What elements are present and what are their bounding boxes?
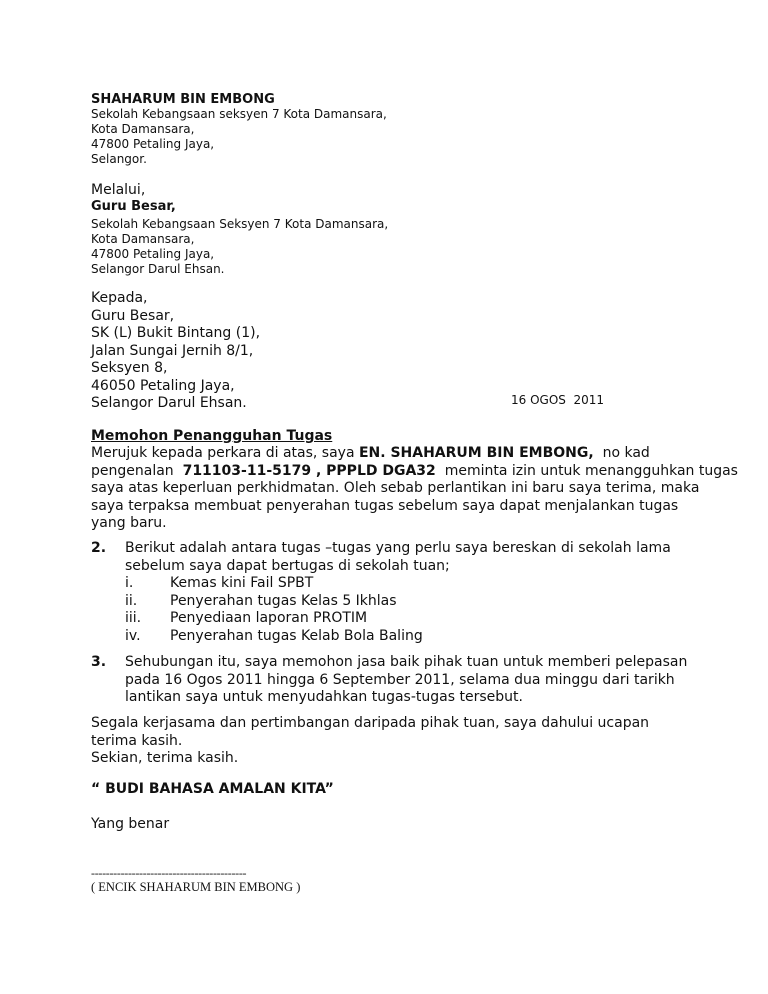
intro-paragraph	[91, 445, 738, 533]
intro-text: no kad	[593, 445, 650, 461]
list-item	[91, 628, 711, 646]
via-address-line: 47800 Petaling Jaya,	[91, 247, 215, 261]
recipient-block	[91, 290, 260, 413]
via-address-line: Selangor Darul Ehsan.	[91, 262, 225, 276]
intro-name: EN. SHAHARUM BIN EMBONG,	[358, 445, 594, 461]
paragraph-number: 2.	[91, 540, 107, 556]
intro-line: yang baru.	[91, 515, 167, 531]
closing-line: terima kasih.	[91, 732, 183, 749]
recipient-label: Kepada,	[91, 290, 148, 306]
sender-block	[91, 92, 387, 167]
motto: “ BUDI BAHASA AMALAN KITA”	[91, 781, 334, 797]
via-address-line: Kota Damansara,	[91, 232, 195, 246]
recipient-line: Jalan Sungai Jernih 8/1,	[91, 342, 254, 359]
signature-line: ------------------------------------------	[91, 866, 247, 880]
paragraph-line: pada 16 Ogos 2011 hingga 6 September 2011, selama dua minggu dari tarikh	[125, 671, 675, 688]
sender-address-line: 47800 Petaling Jaya,	[91, 137, 215, 151]
via-address-line: Sekolah Kebangsaan Seksyen 7 Kota Damansara,	[91, 217, 389, 231]
closing-line: Sekian, terima kasih.	[91, 750, 239, 766]
subject-heading: Memohon Penangguhan Tugas	[91, 428, 333, 444]
signoff: Yang benar	[91, 816, 170, 832]
paragraph-3	[91, 654, 711, 707]
closing-paragraph	[91, 715, 649, 768]
via-title: Guru Besar,	[91, 199, 176, 214]
list-item	[91, 575, 711, 593]
list-item-text: Penyediaan laporan PROTIM	[170, 610, 368, 626]
paragraph-line: Sehubungan itu, saya memohon jasa baik pihak tuan untuk memberi pelepasan	[125, 654, 688, 670]
via-block	[91, 182, 388, 277]
recipient-line: Guru Besar,	[91, 307, 175, 324]
list-item-number: iii.	[125, 610, 142, 626]
list-item-number: ii.	[125, 592, 138, 609]
list-item-text: Penyerahan tugas Kelab Bola Baling	[170, 627, 423, 644]
letter-date: 16 OGOS 2011	[511, 393, 605, 407]
paragraph-line: sebelum saya dapat bertugas di sekolah tuan;	[125, 557, 450, 574]
sender-address-line: Kota Damansara,	[91, 122, 195, 136]
paragraph-2	[91, 540, 711, 645]
paragraph-number: 3.	[91, 654, 107, 670]
sender-address-line: Selangor.	[91, 152, 147, 166]
list-item-number: iv.	[125, 627, 141, 644]
list-item-text: Kemas kini Fail SPBT	[170, 575, 314, 591]
via-label: Melalui,	[91, 182, 146, 198]
list-item	[91, 593, 711, 611]
recipient-line: Selangor Darul Ehsan.	[91, 395, 247, 411]
recipient-line: 46050 Petaling Jaya,	[91, 377, 235, 394]
closing-line: Segala kerjasama dan pertimbangan daripada pihak tuan, saya dahului ucapan	[91, 715, 650, 731]
recipient-line: SK (L) Bukit Bintang (1),	[91, 325, 261, 341]
sender-name: SHAHARUM BIN EMBONG	[91, 92, 275, 107]
sender-address-line: Sekolah Kebangsaan seksyen 7 Kota Damansara,	[91, 107, 387, 121]
intro-text: Merujuk kepada perkara di atas, saya	[91, 445, 359, 461]
recipient-line: Seksyen 8,	[91, 360, 168, 376]
list-item	[91, 610, 711, 628]
intro-line: saya terpaksa membuat penyerahan tugas sebelum saya dapat menjalankan tugas	[91, 497, 679, 514]
paragraph-line: Berikut adalah antara tugas –tugas yang perlu saya bereskan di sekolah lama	[125, 540, 671, 556]
signature-name: ( ENCIK SHAHARUM BIN EMBONG )	[91, 880, 301, 894]
intro-line: saya atas keperluan perkhidmatan. Oleh sebab perlantikan ini baru saya terima, maka	[91, 480, 700, 496]
intro-text: meminta izin untuk menangguhkan tugas	[435, 462, 738, 479]
list-item-text: Penyerahan tugas Kelas 5 Ikhlas	[170, 592, 397, 609]
paragraph-line: lantikan saya untuk menyudahkan tugas-tugas tersebut.	[125, 689, 523, 705]
list-item-number: i.	[125, 575, 134, 591]
intro-text: pengenalan	[91, 462, 183, 479]
intro-ic-number: 711103-11-5179 , PPPLD DGA32	[182, 462, 436, 479]
